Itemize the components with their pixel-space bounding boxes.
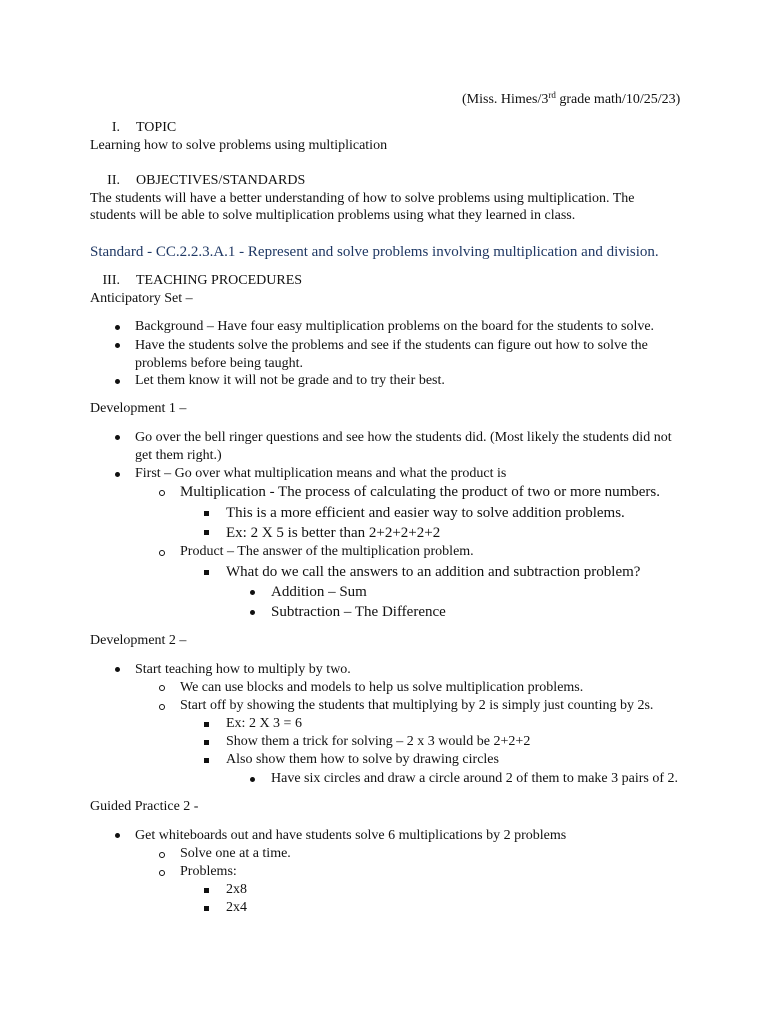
bullet-square-icon bbox=[204, 740, 209, 745]
list-item: Start off by showing the students that multiplying by 2 is simply just counting by 2s. bbox=[180, 698, 654, 713]
section-heading-topic bbox=[90, 120, 176, 136]
list-item: 2x4 bbox=[226, 900, 247, 915]
list-item: Have the students solve the problems and see if the students can figure out how to solve the bbox=[135, 338, 648, 353]
bullet-square-icon bbox=[204, 570, 209, 575]
objectives-text-line-2: students will be able to solve multiplication problems using what they learned in class. bbox=[90, 208, 576, 223]
list-item: What do we call the answers to an addition and subtraction problem? bbox=[226, 564, 641, 580]
list-item: We can use blocks and models to help us solve multiplication problems. bbox=[180, 680, 584, 695]
development-2-heading: Development 2 – bbox=[90, 633, 187, 648]
section-heading-procedures bbox=[90, 273, 302, 289]
list-item: Get whiteboards out and have students solve 6 multiplications by 2 problems bbox=[135, 828, 567, 843]
list-item: 2x8 bbox=[226, 882, 247, 897]
bullet-dot-icon bbox=[115, 435, 120, 440]
list-item: Start teaching how to multiply by two. bbox=[135, 662, 351, 677]
development-1-heading: Development 1 – bbox=[90, 401, 187, 416]
list-item: Ex: 2 X 5 is better than 2+2+2+2+2 bbox=[226, 525, 441, 541]
bullet-circle-icon bbox=[159, 550, 165, 556]
guided-practice-heading: Guided Practice 2 - bbox=[90, 799, 199, 814]
bullet-dot-icon bbox=[115, 343, 120, 348]
bullet-square-icon bbox=[204, 511, 209, 516]
list-item: Let them know it will not be grade and to try their best. bbox=[135, 373, 445, 388]
list-item: Addition – Sum bbox=[271, 584, 367, 600]
list-item: First – Go over what multiplication means and what the product is bbox=[135, 466, 507, 481]
list-item: Background – Have four easy multiplication problems on the board for the students to solve. bbox=[135, 319, 655, 334]
list-item: Problems: bbox=[180, 864, 237, 879]
bullet-circle-icon bbox=[159, 685, 165, 691]
bullet-square-icon bbox=[204, 906, 209, 911]
header-text: (Miss. Himes/3 bbox=[462, 92, 549, 107]
list-item: Solve one at a time. bbox=[180, 846, 291, 861]
topic-text: Learning how to solve problems using multiplication bbox=[90, 138, 388, 153]
bullet-dot-icon bbox=[115, 472, 120, 477]
bullet-dot-icon bbox=[250, 590, 255, 595]
bullet-dot-icon bbox=[115, 325, 120, 330]
section-title: OBJECTIVES/STANDARDS bbox=[136, 173, 306, 188]
bullet-dot-icon bbox=[250, 610, 255, 615]
header-text-end: grade math/10/25/23) bbox=[555, 92, 681, 107]
bullet-dot-icon bbox=[115, 667, 120, 672]
header-line bbox=[462, 92, 680, 108]
section-title: TEACHING PROCEDURES bbox=[136, 273, 303, 288]
list-item-continued: get them right.) bbox=[135, 448, 222, 463]
list-item: Ex: 2 X 3 = 6 bbox=[226, 716, 302, 731]
bullet-square-icon bbox=[204, 530, 209, 535]
bullet-square-icon bbox=[204, 758, 209, 763]
objectives-text-line-1: The students will have a better understanding of how to solve problems using multiplication. The bbox=[90, 191, 635, 206]
section-heading-objectives bbox=[90, 173, 305, 189]
list-item: Show them a trick for solving – 2 x 3 would be 2+2+2 bbox=[226, 734, 531, 749]
section-number: II. bbox=[107, 173, 120, 188]
section-number: III. bbox=[102, 273, 120, 288]
section-title: TOPIC bbox=[136, 120, 177, 135]
list-item: Multiplication - The process of calculating the product of two or more numbers. bbox=[180, 484, 661, 500]
bullet-circle-icon bbox=[159, 870, 165, 876]
anticipatory-heading: Anticipatory Set – bbox=[90, 291, 193, 306]
bullet-square-icon bbox=[204, 888, 209, 893]
bullet-dot-icon bbox=[250, 777, 255, 782]
list-item: This is a more efficient and easier way to solve addition problems. bbox=[226, 505, 625, 521]
bullet-dot-icon bbox=[115, 833, 120, 838]
bullet-circle-icon bbox=[159, 490, 165, 496]
header-superscript: rd bbox=[548, 90, 556, 100]
bullet-circle-icon bbox=[159, 852, 165, 858]
bullet-square-icon bbox=[204, 722, 209, 727]
list-item: Subtraction – The Difference bbox=[271, 604, 446, 620]
list-item: Also show them how to solve by drawing circles bbox=[226, 752, 499, 767]
list-item: Go over the bell ringer questions and see how the students did. (Most likely the students did not bbox=[135, 430, 672, 445]
section-number: I. bbox=[111, 120, 120, 135]
list-item: Product – The answer of the multiplication problem. bbox=[180, 544, 474, 559]
list-item: Have six circles and draw a circle around 2 of them to make 3 pairs of 2. bbox=[271, 771, 679, 786]
list-item-continued: problems before being taught. bbox=[135, 356, 303, 371]
bullet-dot-icon bbox=[115, 379, 120, 384]
bullet-circle-icon bbox=[159, 704, 165, 710]
standard-text: Standard - CC.2.2.3.A.1 - Represent and solve problems involving multiplication and division. bbox=[90, 244, 659, 260]
